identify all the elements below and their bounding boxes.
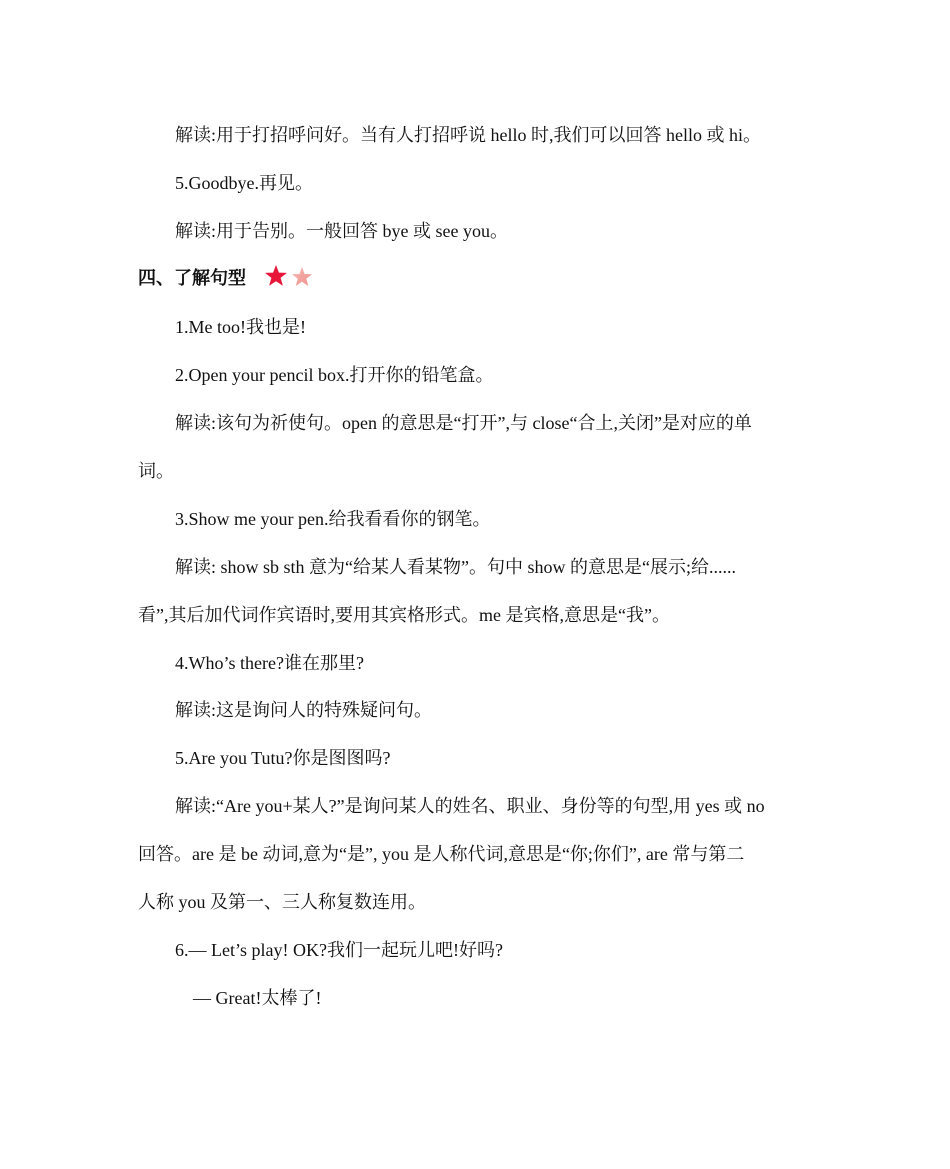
- text-line: 词。: [138, 461, 174, 481]
- text-line: 6.— Let’s play! OK?我们一起玩儿吧!好吗?: [175, 940, 503, 960]
- text-line: 4.Who’s there?谁在那里?: [175, 653, 364, 673]
- text-line: 1.Me too!我也是!: [175, 317, 306, 337]
- text-line: 解读:该句为祈使句。open 的意思是“打开”,与 close“合上,关闭”是对应的单: [175, 413, 752, 433]
- text-line: 解读:这是询问人的特殊疑问句。: [175, 700, 432, 720]
- text-line: 看”,其后加代词作宾语时,要用其宾格形式。me 是宾格,意思是“我”。: [138, 605, 670, 625]
- text-line: 解读:“Are you+某人?”是询问某人的姓名、职业、身份等的句型,用 yes 或 no: [175, 796, 765, 816]
- text-line: 3.Show me your pen.给我看看你的钢笔。: [175, 509, 491, 529]
- text-line: 解读:用于打招呼问好。当有人打招呼说 hello 时,我们可以回答 hello 或 hi。: [175, 125, 761, 145]
- text-line: 人称 you 及第一、三人称复数连用。: [138, 892, 426, 912]
- text-line: 5.Are you Tutu?你是图图吗?: [175, 748, 391, 768]
- text-line: 5.Goodbye.再见。: [175, 173, 313, 193]
- star-icon: [265, 265, 287, 286]
- text-line: 解读: show sb sth 意为“给某人看某物”。句中 show 的意思是“展示;给......: [175, 557, 736, 577]
- text-line: — Great!太棒了!: [193, 988, 322, 1008]
- text-line: 回答。are 是 be 动词,意为“是”, you 是人称代词,意思是“你;你们”, are 常与第二: [138, 844, 745, 864]
- star-icon: [292, 267, 312, 286]
- text-line: 解读:用于告别。一般回答 bye 或 see you。: [175, 221, 508, 241]
- section-heading: 四、了解句型: [138, 268, 246, 289]
- text-line: 2.Open your pencil box.打开你的铅笔盒。: [175, 365, 494, 385]
- difficulty-stars-icon: [264, 264, 316, 290]
